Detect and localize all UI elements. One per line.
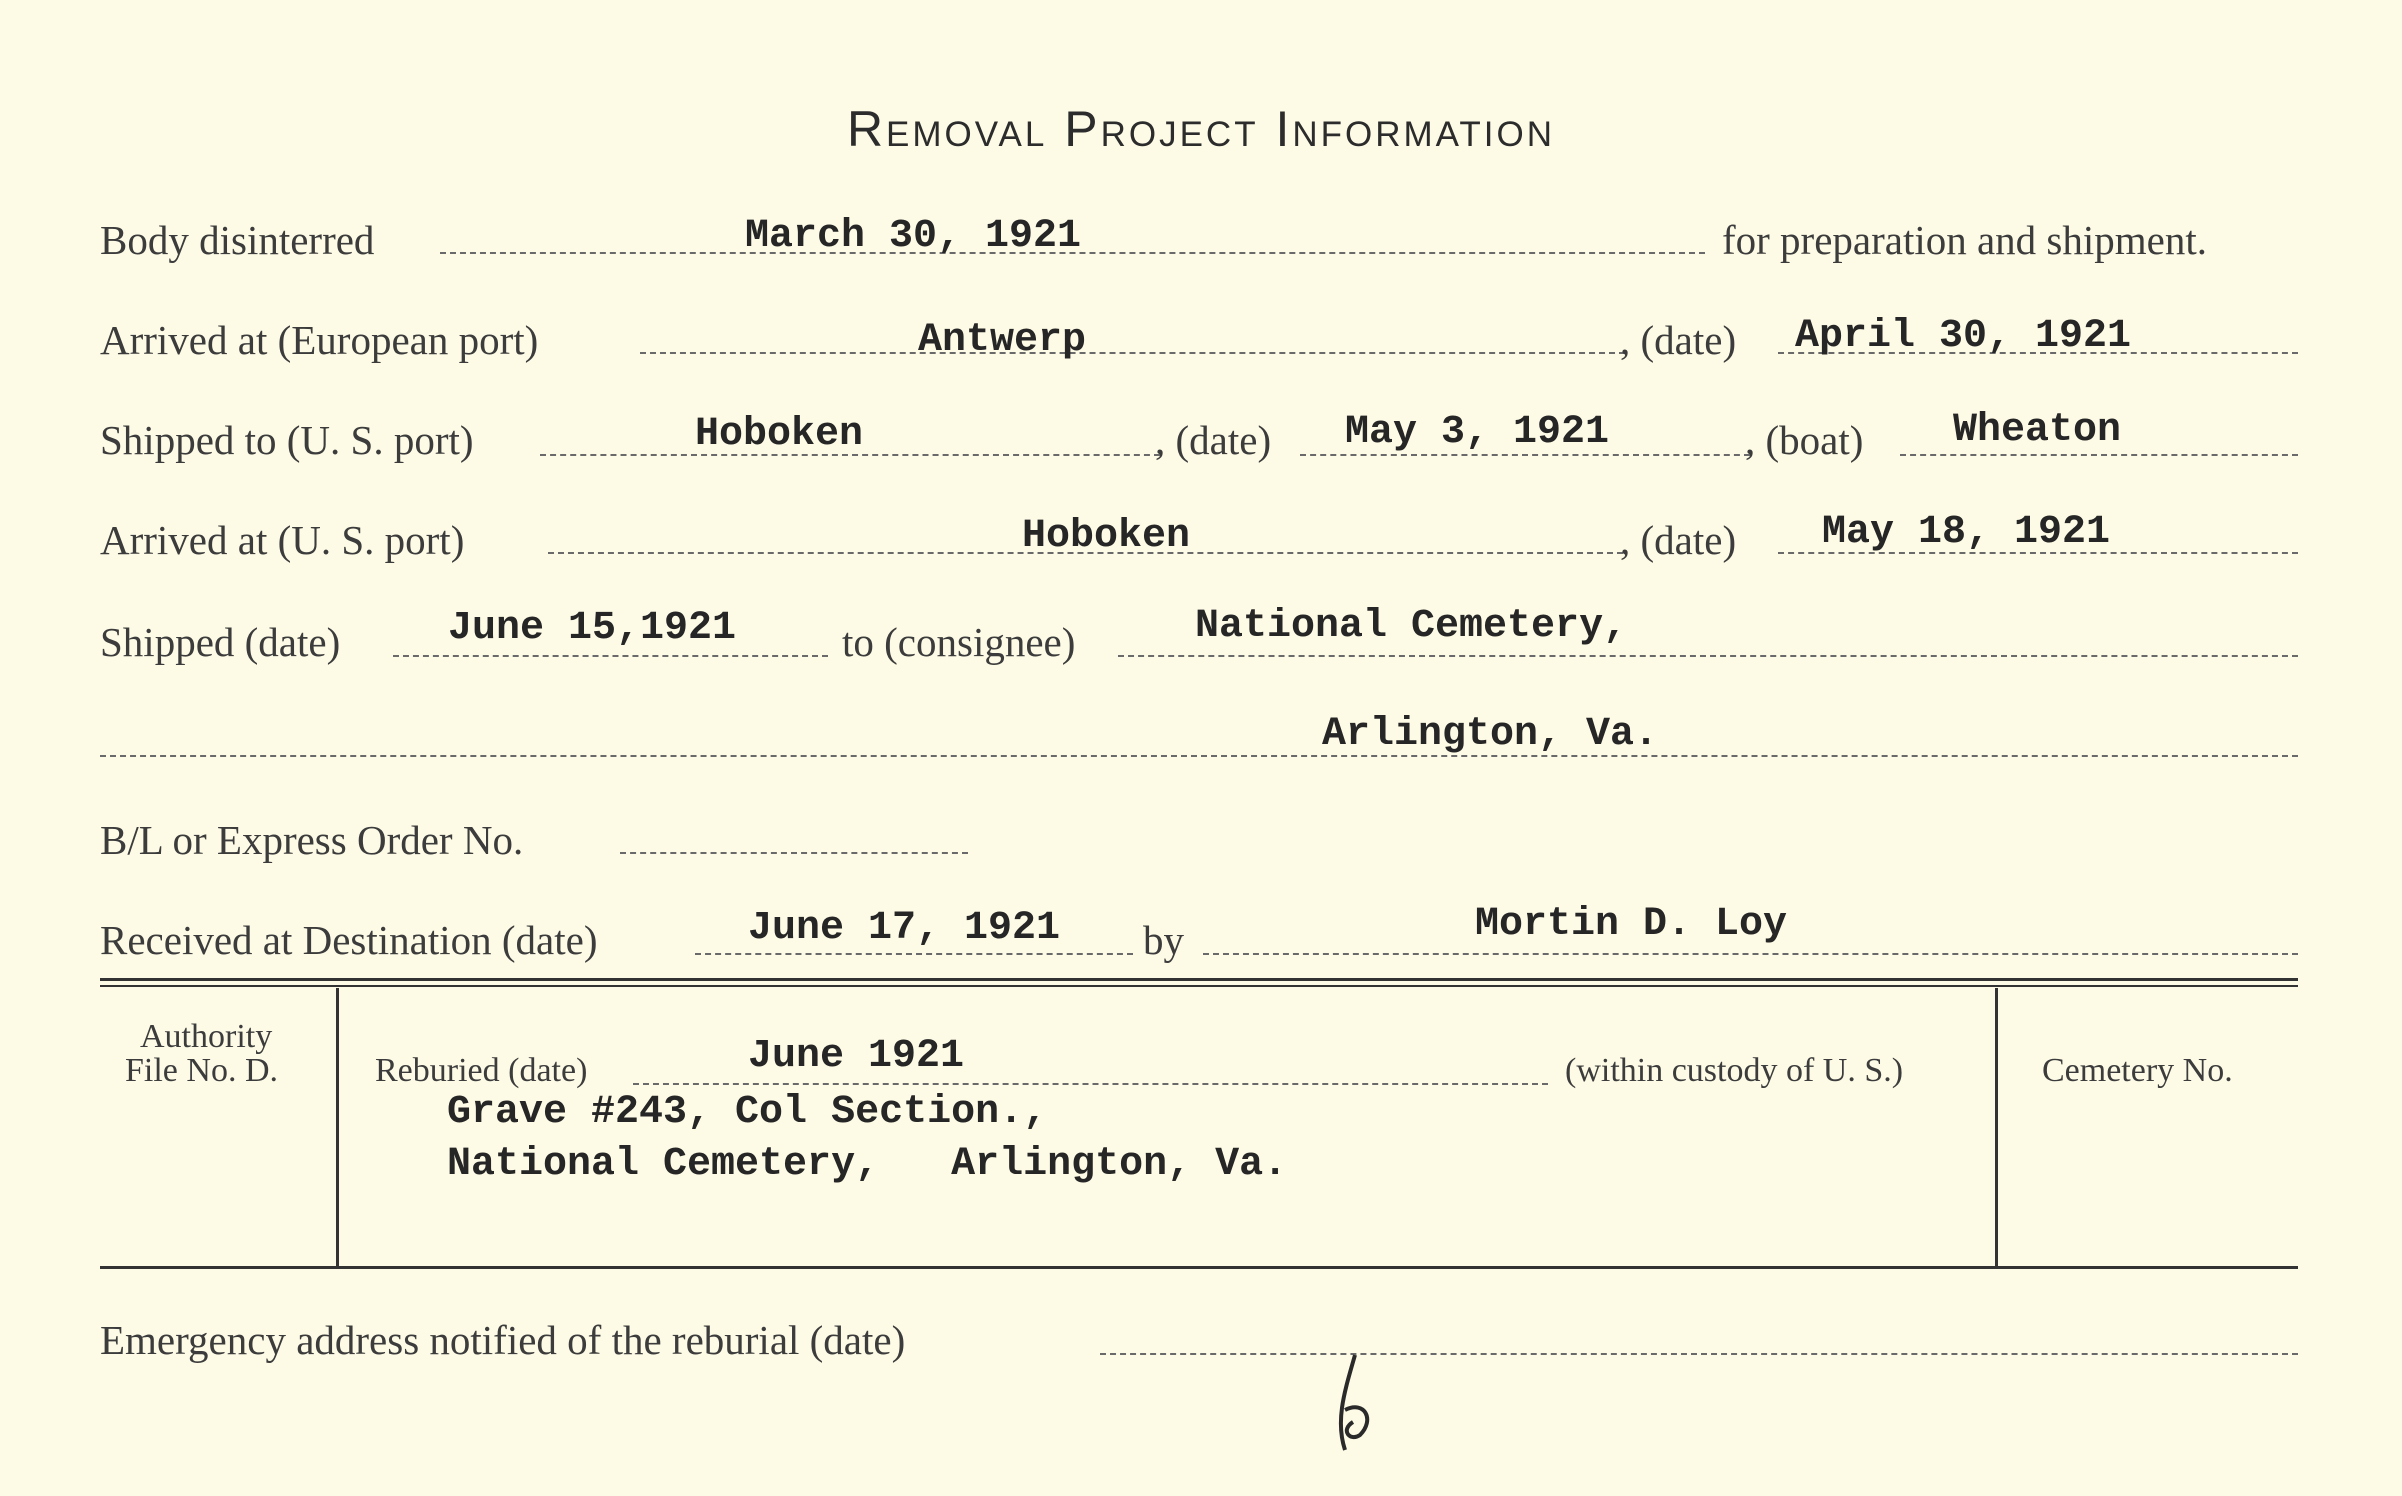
value-reburied-line-2: National Cemetery, Arlington, Va. [447, 1142, 1288, 1187]
value-european-date: April 30, 1921 [1795, 314, 2132, 359]
value-arrived-us-port: Hoboken [1022, 514, 1191, 559]
box-divider [1995, 988, 1998, 1266]
value-reburied-date: June 1921 [748, 1034, 965, 1079]
value-arrived-us-date: May 18, 1921 [1822, 510, 2111, 555]
value-disinterred-date: March 30, 1921 [745, 214, 1082, 259]
value-shipped-date: June 15,1921 [448, 606, 737, 651]
value-consignee-line-2: Arlington, Va. [1322, 712, 1659, 757]
value-received-date: June 17, 1921 [748, 906, 1061, 951]
fill-line [633, 1083, 1548, 1085]
value-received-by: Mortin D. Loy [1475, 902, 1788, 947]
label-by: by [1143, 917, 1184, 963]
label-within-custody: (within custody of U. S.) [1565, 1052, 1904, 1089]
label-shipped-date: Shipped (date) [100, 619, 341, 665]
label-date: , (date) [1620, 517, 1737, 563]
fill-line [393, 655, 828, 657]
label-arrived-european-port: Arrived at (European port) [100, 317, 539, 363]
value-boat: Wheaton [1953, 408, 2122, 453]
value-us-port: Hoboken [695, 412, 864, 457]
fill-line [640, 352, 1625, 354]
label-boat: , (boat) [1745, 417, 1864, 463]
value-european-port: Antwerp [918, 318, 1087, 363]
label-body-disinterred: Body disinterred [100, 217, 375, 263]
label-cemetery-no: Cemetery No. [2042, 1052, 2233, 1089]
label-authority: Authority [140, 1018, 273, 1055]
box-top-rule [100, 985, 2298, 987]
fill-line [695, 953, 1133, 955]
handwritten-mark [1315, 1350, 1395, 1460]
label-date: , (date) [1155, 417, 1272, 463]
fill-line [100, 755, 2298, 757]
label-received-destination: Received at Destination (date) [100, 917, 598, 963]
label-file-no: File No. D. [125, 1052, 278, 1089]
page-title: Removal Project Information [846, 101, 1556, 157]
fill-line [1118, 655, 2298, 657]
fill-line [1900, 454, 2298, 456]
label-for-preparation: for preparation and shipment. [1722, 217, 2208, 263]
value-us-ship-date: May 3, 1921 [1345, 410, 1610, 455]
box-bottom-rule [100, 1266, 2298, 1269]
label-shipped-us-port: Shipped to (U. S. port) [100, 417, 474, 463]
value-consignee-line-1: National Cemetery, [1195, 604, 1628, 649]
label-emergency-address: Emergency address notified of the reburial (date) [100, 1317, 906, 1363]
fill-line [1203, 953, 2298, 955]
fill-line [1100, 1353, 2298, 1355]
label-to-consignee: to (consignee) [842, 619, 1076, 665]
label-reburied-date: Reburied (date) [375, 1052, 588, 1089]
label-date: , (date) [1620, 317, 1737, 363]
box-top-rule [100, 978, 2298, 981]
box-divider [336, 988, 339, 1266]
label-arrived-us-port: Arrived at (U. S. port) [100, 517, 465, 563]
value-reburied-line-1: Grave #243, Col Section., [447, 1090, 1048, 1135]
fill-line [620, 852, 968, 854]
label-bl-order-no: B/L or Express Order No. [100, 817, 524, 863]
